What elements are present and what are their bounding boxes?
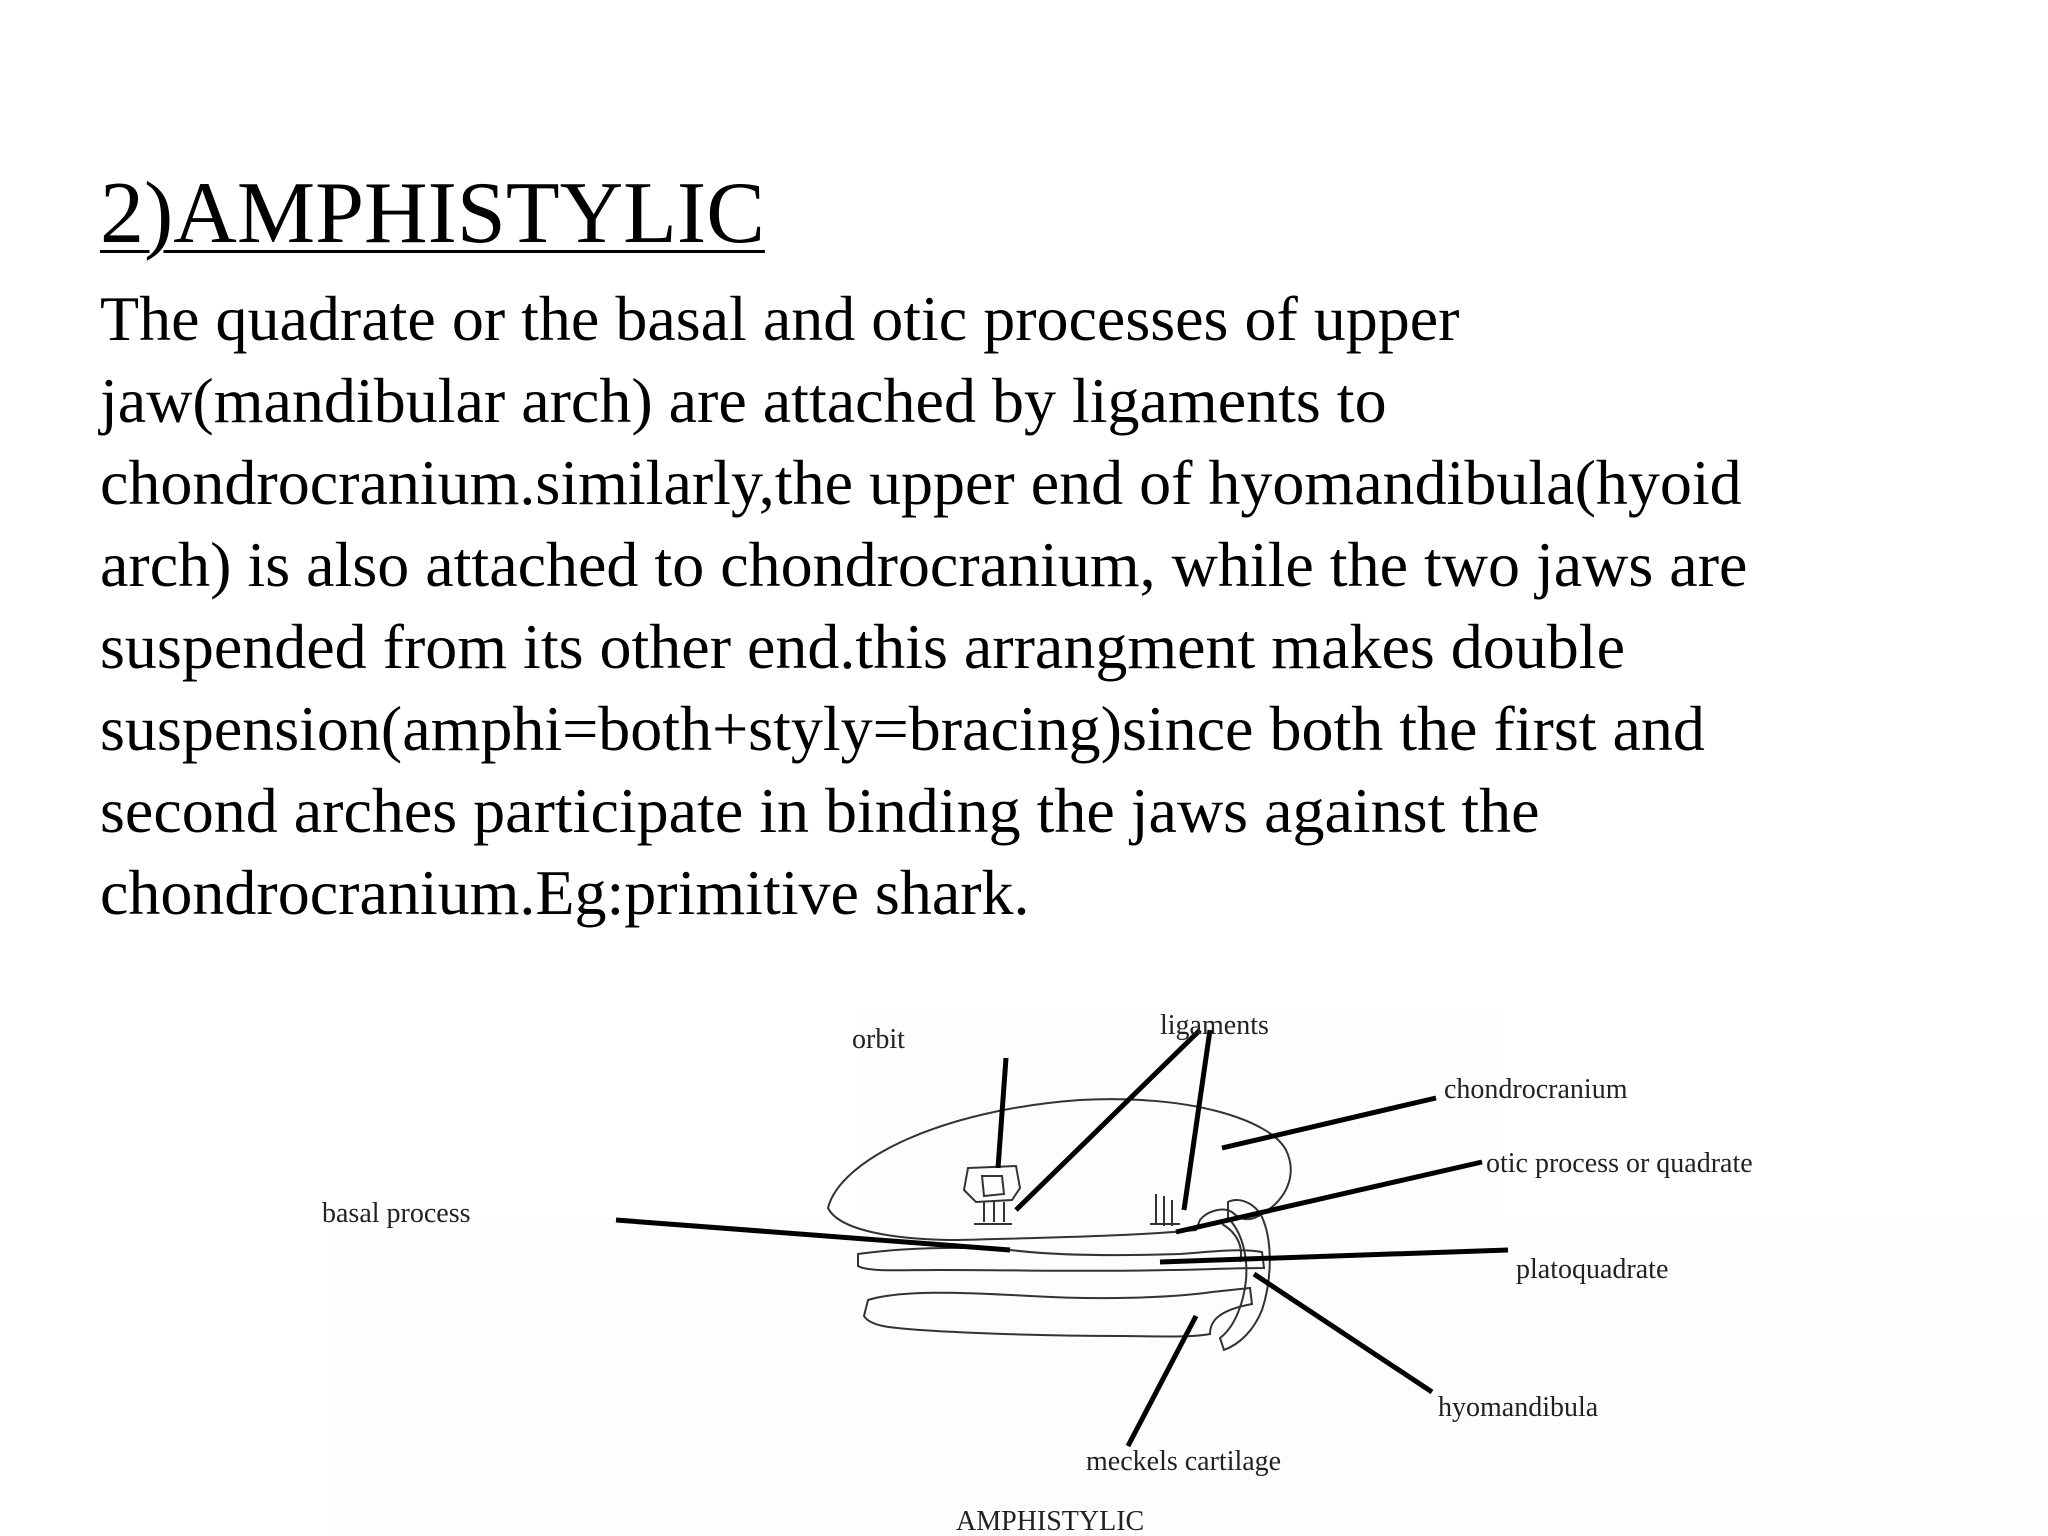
hyomandibula-joint — [1222, 1224, 1241, 1262]
orbit-posts — [974, 1202, 1012, 1224]
label-ligaments: ligaments — [1160, 1010, 1269, 1041]
label-otic-process: otic process or quadrate — [1486, 1148, 1753, 1179]
meckels-cartilage-shape — [864, 1288, 1252, 1337]
ligament-pointer-2 — [1184, 1030, 1210, 1210]
label-hyomandibula: hyomandibula — [1438, 1392, 1599, 1423]
slide-title: 2)AMPHISTYLIC — [100, 165, 765, 262]
body-line: arch) is also attached to chondrocranium, while the two jaws are — [100, 529, 1748, 600]
label-orbit: orbit — [852, 1024, 905, 1055]
body-line: The quadrate or the basal and otic processes of upper — [100, 283, 1460, 354]
orbit-pointer — [998, 1058, 1006, 1168]
label-meckels-cartilage: meckels cartilage — [1086, 1446, 1282, 1477]
hyomandibula-pointer — [1254, 1274, 1432, 1392]
orbit-inner — [982, 1176, 1004, 1196]
label-basal-process: basal process — [322, 1198, 471, 1229]
body-line: second arches participate in binding the jaws against the — [100, 775, 1540, 846]
basal-process-pointer — [616, 1220, 1010, 1250]
body-line: chondrocranium.Eg:primitive shark. — [100, 857, 1030, 928]
body-line: chondrocranium.similarly,the upper end of hyomandibula(hyoid — [100, 447, 1742, 518]
body-line: suspension(amphi=both+styly=bracing)since both the first and — [100, 693, 1705, 764]
label-platoquadrate: platoquadrate — [1516, 1254, 1669, 1285]
label-chondrocranium: chondrocranium — [1444, 1074, 1628, 1105]
chondrocranium-pointer — [1222, 1098, 1436, 1148]
body-line: jaw(mandibular arch) are attached by ligaments to — [100, 365, 1387, 436]
otic-process-pointer — [1176, 1162, 1482, 1232]
diagram-caption: AMPHISTYLIC — [956, 1506, 1145, 1536]
orbit-structure — [964, 1166, 1020, 1202]
body-line: suspended from its other end.this arrangment makes double — [100, 611, 1625, 682]
ligament-pointer-1 — [1016, 1030, 1200, 1210]
otic-posts — [1150, 1194, 1180, 1226]
